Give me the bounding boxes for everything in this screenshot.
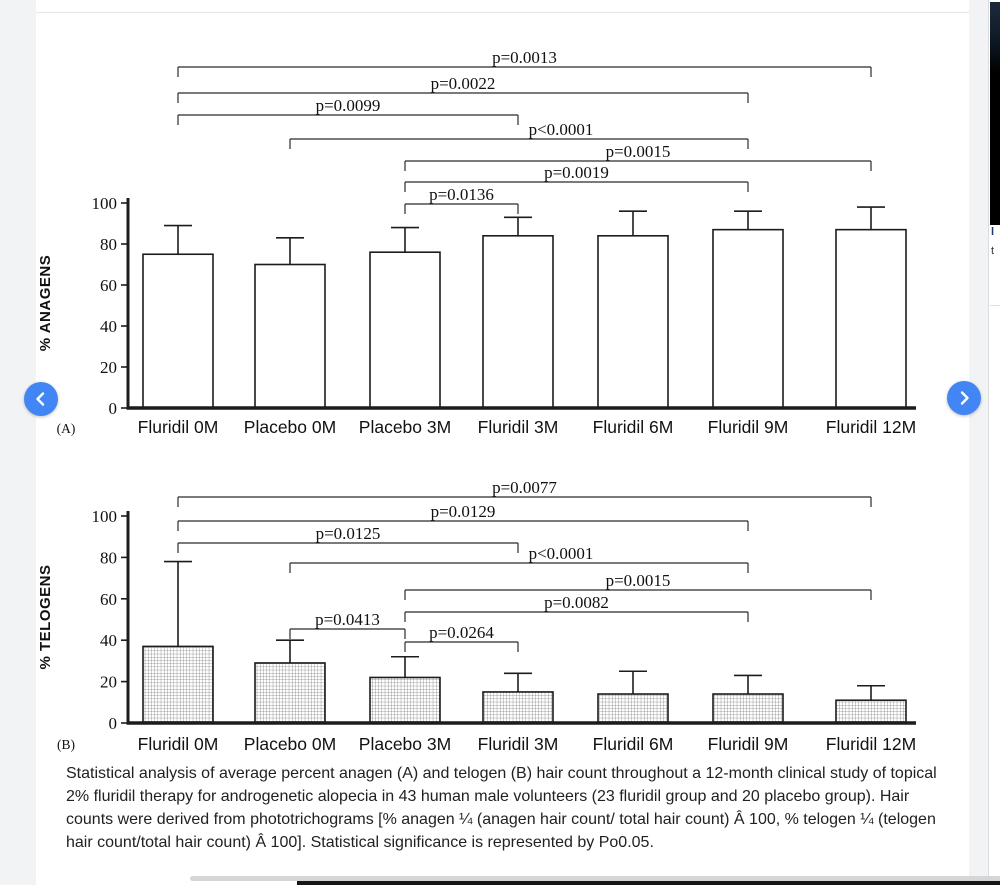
error-bar: [734, 211, 762, 229]
category-label: Fluridil 12M: [825, 417, 917, 437]
bar: [143, 254, 213, 408]
error-bar: [857, 686, 885, 700]
bar: [483, 692, 553, 723]
clipped-text-fragment: t: [991, 245, 995, 257]
bar: [255, 663, 325, 723]
category-label: Placebo 3M: [358, 417, 452, 437]
bar: [370, 252, 440, 408]
category-label: Fluridil 0M: [137, 417, 219, 437]
bar: [598, 236, 668, 408]
p-value-label: p<0.0001: [528, 544, 594, 563]
p-value-label: p=0.0413: [315, 610, 380, 629]
anagen-bar-chart: [36, 35, 960, 445]
y-tick-label: 40: [100, 317, 117, 336]
y-tick-label: 80: [100, 235, 117, 254]
panel-top-divider: [36, 12, 969, 13]
category-label: Placebo 0M: [243, 417, 337, 437]
bottom-content-edge: [297, 881, 1000, 885]
figure-caption: Statistical analysis of average percent anagen (A) and telogen (B) hair count throughout a 12-month clinical study of topical 2% fluridil therapy for androgenetic alopecia in 43 human male volunteers (23 fluridil group and 20 placebo group). Hair counts were derived from phototrichograms [% anagen ¼ (anagen hair count/ total hair count) Â 100, % telogen ¼ (telogen hair count/total hair count) Â 100]. Statistical significance is represented by Po0.05.: [66, 765, 937, 851]
significance-bracket: [405, 142, 871, 171]
panel-letter-label: (B): [57, 737, 75, 752]
previous-figure-button[interactable]: [24, 382, 58, 416]
significance-bracket: [178, 74, 748, 103]
bar: [713, 694, 783, 723]
y-tick-label: 100: [91, 507, 117, 526]
panel-letter-label: (A): [56, 421, 76, 436]
next-figure-button[interactable]: [947, 381, 981, 415]
category-label: Fluridil 9M: [707, 734, 789, 754]
category-label: Fluridil 9M: [707, 417, 789, 437]
y-tick-label: 60: [100, 276, 117, 295]
error-bar: [164, 562, 192, 647]
significance-bracket: [178, 48, 871, 77]
significance-bracket: [178, 502, 748, 531]
y-tick-label: 40: [100, 631, 117, 651]
chevron-left-icon: [24, 382, 58, 416]
y-tick-label: 60: [100, 589, 117, 609]
bar: [598, 694, 668, 723]
p-value-label: p=0.0015: [605, 571, 671, 590]
significance-bracket: [290, 610, 405, 639]
bar: [836, 700, 906, 723]
error-bar: [391, 657, 419, 678]
clipped-image-sliver: [990, 2, 1000, 225]
p-value-label: p=0.0013: [492, 48, 557, 67]
figure-viewer-panel: [36, 0, 970, 885]
-anagens-plot: [36, 35, 960, 445]
p-value-label: p=0.0019: [544, 163, 609, 182]
significance-bracket: [178, 524, 518, 553]
bar: [143, 646, 213, 723]
error-bar: [276, 238, 304, 265]
error-bar: [734, 675, 762, 694]
significance-bracket: [405, 623, 518, 652]
y-tick-label: 0: [108, 399, 117, 418]
chevron-right-icon: [947, 381, 981, 415]
p-value-label: p=0.0082: [544, 593, 609, 612]
category-label: Placebo 0M: [243, 734, 337, 754]
error-bar: [504, 673, 532, 692]
p-value-label: p=0.0015: [605, 142, 671, 161]
error-bar: [391, 228, 419, 253]
p-value-label: p=0.0099: [315, 96, 381, 115]
category-label: Fluridil 12M: [825, 734, 917, 754]
p-value-label: p=0.0129: [430, 502, 496, 521]
y-tick-label: 100: [91, 194, 117, 213]
-telogens-plot: [36, 465, 960, 765]
significance-bracket: [178, 96, 518, 125]
content-divider: [990, 305, 1000, 306]
p-value-label: p=0.0125: [315, 524, 381, 543]
category-label: Fluridil 6M: [592, 417, 674, 437]
p-value-label: p<0.0001: [528, 120, 594, 139]
error-bar: [504, 217, 532, 235]
right-gutter: [969, 0, 988, 885]
significance-bracket: [290, 120, 748, 149]
clipped-text-fragment: l: [991, 226, 995, 238]
error-bar: [857, 207, 885, 230]
p-value-label: p=0.0022: [430, 74, 496, 93]
significance-bracket: [405, 571, 871, 600]
bar: [370, 677, 440, 723]
y-tick-label: 20: [100, 672, 117, 692]
significance-bracket: [290, 544, 748, 573]
significance-bracket: [178, 478, 871, 507]
y-axis-title: % TELOGENS: [37, 564, 54, 670]
y-axis-title: % ANAGENS: [37, 254, 54, 352]
p-value-label: p=0.0077: [492, 478, 557, 497]
error-bar: [619, 671, 647, 694]
y-tick-label: 0: [108, 714, 117, 733]
bar: [483, 236, 553, 408]
category-label: Fluridil 0M: [137, 734, 219, 754]
underlying-page-sliver: [988, 0, 1000, 885]
bar: [836, 230, 906, 408]
category-label: Placebo 3M: [358, 734, 452, 754]
p-value-label: p=0.0264: [429, 623, 494, 642]
error-bar: [164, 226, 192, 255]
category-label: Fluridil 3M: [477, 417, 559, 437]
y-tick-label: 80: [100, 548, 117, 568]
telogen-bar-chart: [36, 465, 960, 765]
significance-bracket: [405, 593, 748, 622]
bar: [255, 265, 325, 409]
p-value-label: p=0.0136: [429, 185, 494, 204]
category-label: Fluridil 3M: [477, 734, 559, 754]
bar: [713, 230, 783, 408]
category-label: Fluridil 6M: [592, 734, 674, 754]
error-bar: [276, 640, 304, 663]
y-tick-label: 20: [100, 358, 117, 377]
significance-bracket: [405, 185, 518, 214]
error-bar: [619, 211, 647, 236]
